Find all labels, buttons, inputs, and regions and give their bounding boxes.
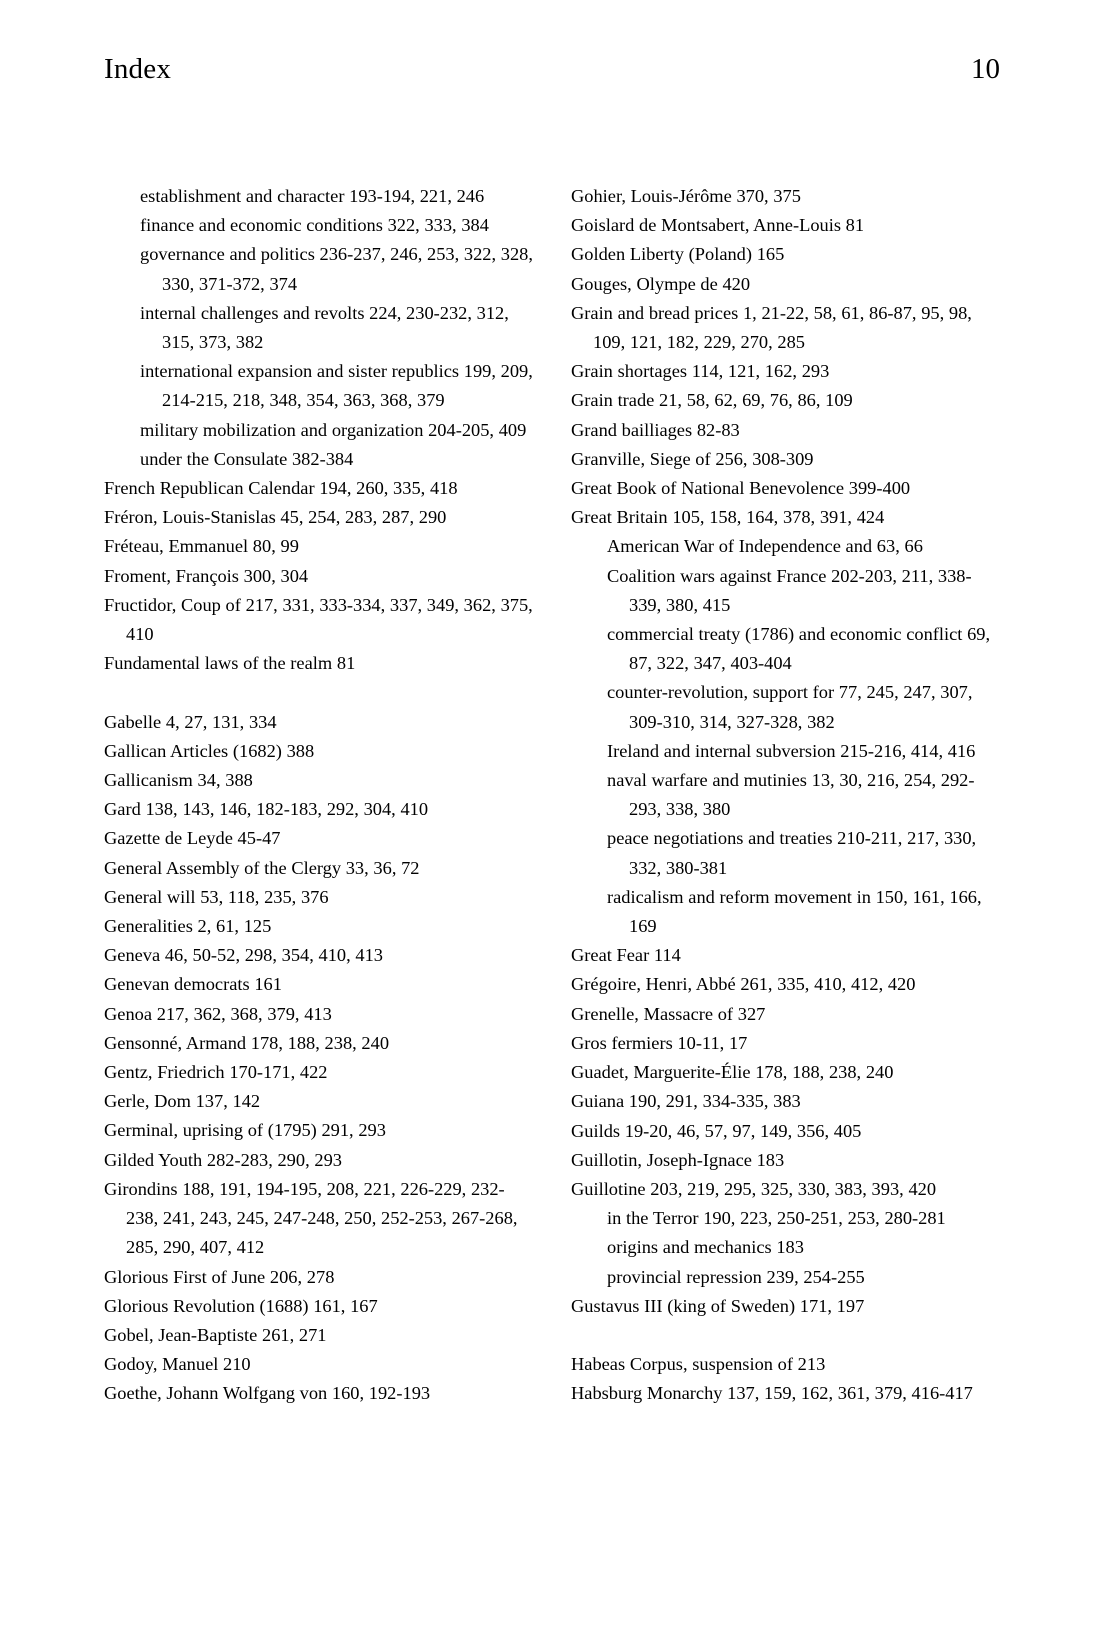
right-column <box>571 182 1000 1409</box>
index-entry: Grenelle, Massacre of 327 <box>571 1003 766 1024</box>
index-entry: Guiana 190, 291, 334-335, 383 <box>571 1091 801 1112</box>
index-entry: Fructidor, Coup of 217, 331, 333-334, 337, 349, 362, 375, 410 <box>104 594 533 645</box>
index-subentry: military mobilization and organization 204-205, 409 <box>140 419 527 440</box>
index-entry: Gohier, Louis-Jérôme 370, 375 <box>571 186 801 206</box>
index-entry: Gensonné, Armand 178, 188, 238, 240 <box>104 1032 390 1053</box>
index-entry: Great Britain 105, 158, 164, 378, 391, 424 <box>571 507 885 528</box>
index-subentry: radicalism and reform movement in 150, 161, 166, 169 <box>607 886 982 937</box>
index-entry: Fréteau, Emmanuel 80, 99 <box>104 536 299 557</box>
index-entry: Golden Liberty (Poland) 165 <box>571 244 785 265</box>
index-entry: General Assembly of the Clergy 33, 36, 72 <box>104 857 420 878</box>
index-entry: Goislard de Montsabert, Anne-Louis 81 <box>571 215 865 236</box>
index-entry: Genoa 217, 362, 368, 379, 413 <box>104 1003 332 1024</box>
index-subentry: origins and mechanics 183 <box>607 1237 804 1258</box>
index-section-gap <box>571 1321 1000 1350</box>
index-entry: Gallican Articles (1682) 388 <box>104 740 315 761</box>
index-subentry: naval warfare and mutinies 13, 30, 216, 254, 292-293, 338, 380 <box>607 770 975 820</box>
index-subentry: Coalition wars against France 202-203, 211, 338-339, 380, 415 <box>607 565 972 615</box>
index-entry: Genevan democrats 161 <box>104 974 282 995</box>
index-entry: Habeas Corpus, suspension of 213 <box>571 1354 826 1375</box>
index-entry: Gilded Youth 282-283, 290, 293 <box>104 1149 342 1170</box>
index-entry: Grand bailliages 82-83 <box>571 419 740 440</box>
index-entry: Goethe, Johann Wolfgang von 160, 192-193 <box>104 1383 431 1404</box>
running-head <box>104 52 1000 92</box>
index-entry: Gustavus III (king of Sweden) 171, 197 <box>571 1295 865 1316</box>
index-subentry: in the Terror 190, 223, 250-251, 253, 280-281 <box>607 1208 946 1229</box>
index-subentry: establishment and character 193-194, 221, 246 <box>140 186 485 206</box>
index-entry: Germinal, uprising of (1795) 291, 293 <box>104 1120 386 1141</box>
index-entry: Great Fear 114 <box>571 945 681 966</box>
index-entry: Fundamental laws of the realm 81 <box>104 653 356 674</box>
index-entry: Godoy, Manuel 210 <box>104 1354 251 1375</box>
index-entry: French Republican Calendar 194, 260, 335, 418 <box>104 478 458 499</box>
index-subentry: peace negotiations and treaties 210-211, 217, 330, 332, 380-381 <box>607 828 977 878</box>
index-entry: Gentz, Friedrich 170-171, 422 <box>104 1062 328 1083</box>
index-entry: Guillotin, Joseph-Ignace 183 <box>571 1149 785 1170</box>
page-number: 10 <box>971 53 1000 85</box>
index-subentry: governance and politics 236-237, 246, 253, 322, 328, 330, 371-372, 374 <box>140 244 533 294</box>
index-entry: Gallicanism 34, 388 <box>104 770 253 791</box>
index-entry: Gouges, Olympe de 420 <box>571 273 751 294</box>
index-entry: Glorious First of June 206, 278 <box>104 1266 335 1287</box>
index-subentry: internal challenges and revolts 224, 230-232, 312, 315, 373, 382 <box>140 302 509 353</box>
index-subentry: under the Consulate 382-384 <box>140 448 354 469</box>
index-entry: Girondins 188, 191, 194-195, 208, 221, 226-229, 232-238, 241, 243, 245, 247-248, 250, 252-253, 267-268, 285, 290, 407, 412 <box>104 1178 518 1258</box>
index-entry: Fréron, Louis-Stanislas 45, 254, 283, 287, 290 <box>104 507 447 528</box>
index-section-gap <box>104 678 533 707</box>
index-entry: Granville, Siege of 256, 308-309 <box>571 448 814 469</box>
index-entry: Grain shortages 114, 121, 162, 293 <box>571 361 830 382</box>
index-subentry: counter-revolution, support for 77, 245, 247, 307, 309-310, 314, 327-328, 382 <box>607 682 973 732</box>
index-entry: General will 53, 118, 235, 376 <box>104 886 329 907</box>
index-entry: Guilds 19-20, 46, 57, 97, 149, 356, 405 <box>571 1120 862 1141</box>
index-entry: Generalities 2, 61, 125 <box>104 916 272 937</box>
index-subentry: American War of Independence and 63, 66 <box>607 536 923 557</box>
index-entry: Habsburg Monarchy 137, 159, 162, 361, 379, 416-417 <box>571 1383 973 1404</box>
index-entry: Grégoire, Henri, Abbé 261, 335, 410, 412, 420 <box>571 974 916 995</box>
index-entry: Gabelle 4, 27, 131, 334 <box>104 711 277 732</box>
index-subentry: finance and economic conditions 322, 333, 384 <box>140 215 489 236</box>
left-column <box>104 182 533 1409</box>
index-entry: Gros fermiers 10-11, 17 <box>571 1032 748 1053</box>
index-entry: Gobel, Jean-Baptiste 261, 271 <box>104 1324 327 1345</box>
index-entry: Grain trade 21, 58, 62, 69, 76, 86, 109 <box>571 390 853 411</box>
index-subentry: provincial repression 239, 254-255 <box>607 1266 865 1287</box>
index-entry: Froment, François 300, 304 <box>104 565 309 586</box>
index-entry: Gerle, Dom 137, 142 <box>104 1091 261 1112</box>
index-entry: Gazette de Leyde 45-47 <box>104 828 281 849</box>
index-subentry: Ireland and internal subversion 215-216, 414, 416 <box>607 740 976 761</box>
index-subentry: international expansion and sister republics 199, 209, 214-215, 218, 348, 354, 363, 368, 379 <box>140 361 533 411</box>
index-entry: Guillotine 203, 219, 295, 325, 330, 383, 393, 420 <box>571 1178 937 1199</box>
index-subentry: commercial treaty (1786) and economic conflict 69, 87, 322, 347, 403-404 <box>607 624 991 674</box>
index-entry: Guadet, Marguerite-Élie 178, 188, 238, 240 <box>571 1062 894 1083</box>
index-entry: Grain and bread prices 1, 21-22, 58, 61, 86-87, 95, 98, 109, 121, 182, 229, 270, 285 <box>571 302 972 353</box>
index-entry: Glorious Revolution (1688) 161, 167 <box>104 1295 378 1316</box>
index-entry: Gard 138, 143, 146, 182-183, 292, 304, 410 <box>104 799 429 820</box>
index-entry: Great Book of National Benevolence 399-400 <box>571 478 911 499</box>
index-entry: Geneva 46, 50-52, 298, 354, 410, 413 <box>104 945 383 966</box>
page-title: Index <box>104 53 172 85</box>
index-columns <box>104 182 1000 1409</box>
